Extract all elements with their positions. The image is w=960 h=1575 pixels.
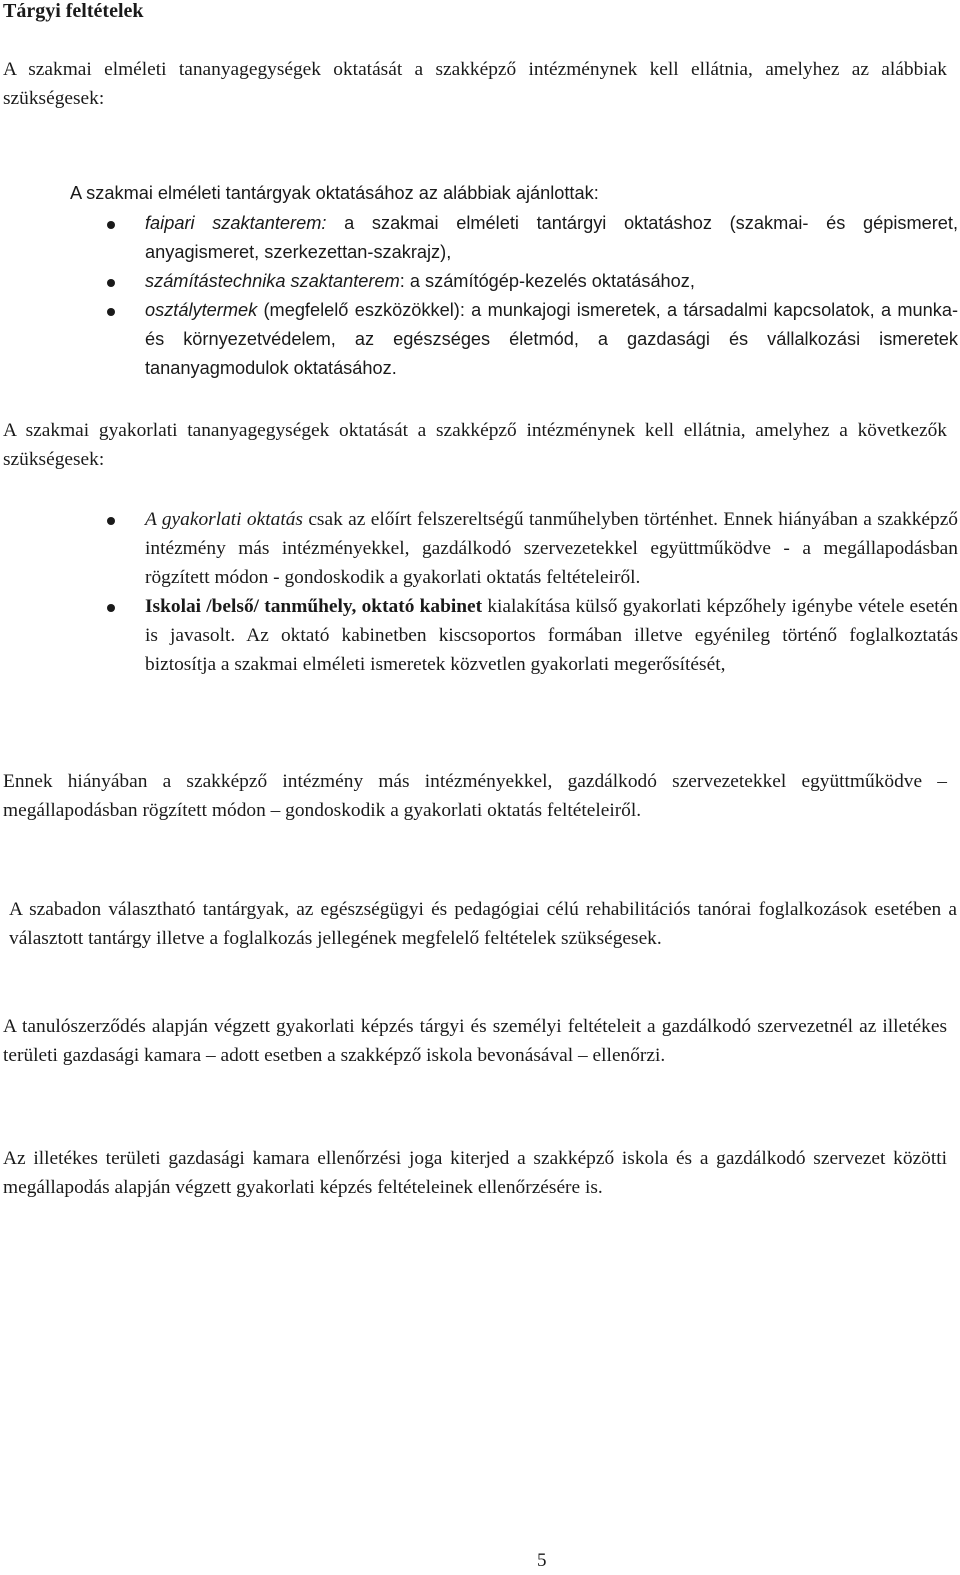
bullet-icon [107,279,115,287]
list-item [0,592,960,679]
list-item [0,267,960,296]
intro-paragraph: A szakmai elméleti tananyagegységek oktatását a szakképző intézménynek kell ellátnia, amelyhez az alábbiak szükségesek: [3,59,947,109]
paragraph: A tanulószerződés alapján végzett gyakorlati képzés tárgyi és személyi feltételeit a gazdálkodó szervezetnél az illetékes területi gazdasági kamara – adott esetben a szakképző iskola bevonásával – ellenőrzi. [3,1016,947,1066]
list-item [0,296,960,383]
bullet-icon [107,308,115,316]
item-text: a szakmai elméleti tantárgyi oktatáshoz (szakmai- és gépismeret, anyagismeret, szerkezettan-szakrajz), [145,213,959,262]
page-number: 5 [537,1550,547,1571]
item-text: (megfelelő eszközökkel): a munkajogi ismeretek, a társadalmi kapcsolatok, a munka- és környezetvédelem, az egészséges életmód, a gazdasági és vállalkozási ismeretek tananyagmodulok oktatásához. [145,300,958,378]
item-term: számítástechnika szaktanterem [145,271,400,291]
item-text: csak az előírt felszereltségű tanműhelyben történhet. Ennek hiányában a szakképző intézmény más intézményekkel, gazdálkodó szervezetekkel együttműködve - a megállapodásban rögzített módon - gondoskodik a gyakorlati oktatás feltételeiről. [145,509,958,588]
list-item [0,209,960,267]
list-item [0,505,960,592]
item-term: Iskolai /belső/ tanműhely, oktató kabinet [145,596,483,617]
item-text: : a számítógép-kezelés oktatásához, [399,271,695,291]
practical-intro-paragraph: A szakmai gyakorlati tananyagegységek oktatását a szakképző intézménynek kell ellátnia, amelyhez a következők szükségesek: [3,420,947,470]
paragraph: A szabadon választható tantárgyak, az egészségügyi és pedagógiai célú rehabilitációs tanórai foglalkozások esetében a választott tantárgy illetve a foglalkozás jellegének megfelelő feltételek szükségesek. [9,899,957,949]
paragraph: Az illetékes területi gazdasági kamara ellenőrzési joga kiterjed a szakképző iskola és a gazdálkodó szervezet közötti megállapodás alapján végzett gyakorlati képzés feltételeinek ellenőrzésére is. [3,1148,947,1198]
practical-list [0,505,960,679]
theory-list [0,209,960,383]
bullet-icon [107,517,115,525]
theory-heading: A szakmai elméleti tantárgyak oktatásához az alábbiak ajánlottak: [70,183,599,203]
bullet-icon [107,221,115,229]
item-term: A gyakorlati oktatás [145,509,303,530]
item-term: osztálytermek [145,300,258,320]
item-term: faipari szaktanterem: [145,213,327,233]
paragraph: Ennek hiányában a szakképző intézmény más intézményekkel, gazdálkodó szervezetekkel együttműködve – megállapodásban rögzített módon – gondoskodik a gyakorlati oktatás feltételeiről. [3,771,947,821]
item-text: kialakítása külső gyakorlati képzőhely igénybe vétele esetén is javasolt. Az oktató kabinetben kiscsoportos formában illetve egyénileg történő foglalkoztatás biztosítja a szakmai elméleti ismeretek közvetlen gyakorlati megerősítését, [145,596,959,675]
page-title: Tárgyi feltételek [3,0,144,22]
bullet-icon [107,604,115,612]
